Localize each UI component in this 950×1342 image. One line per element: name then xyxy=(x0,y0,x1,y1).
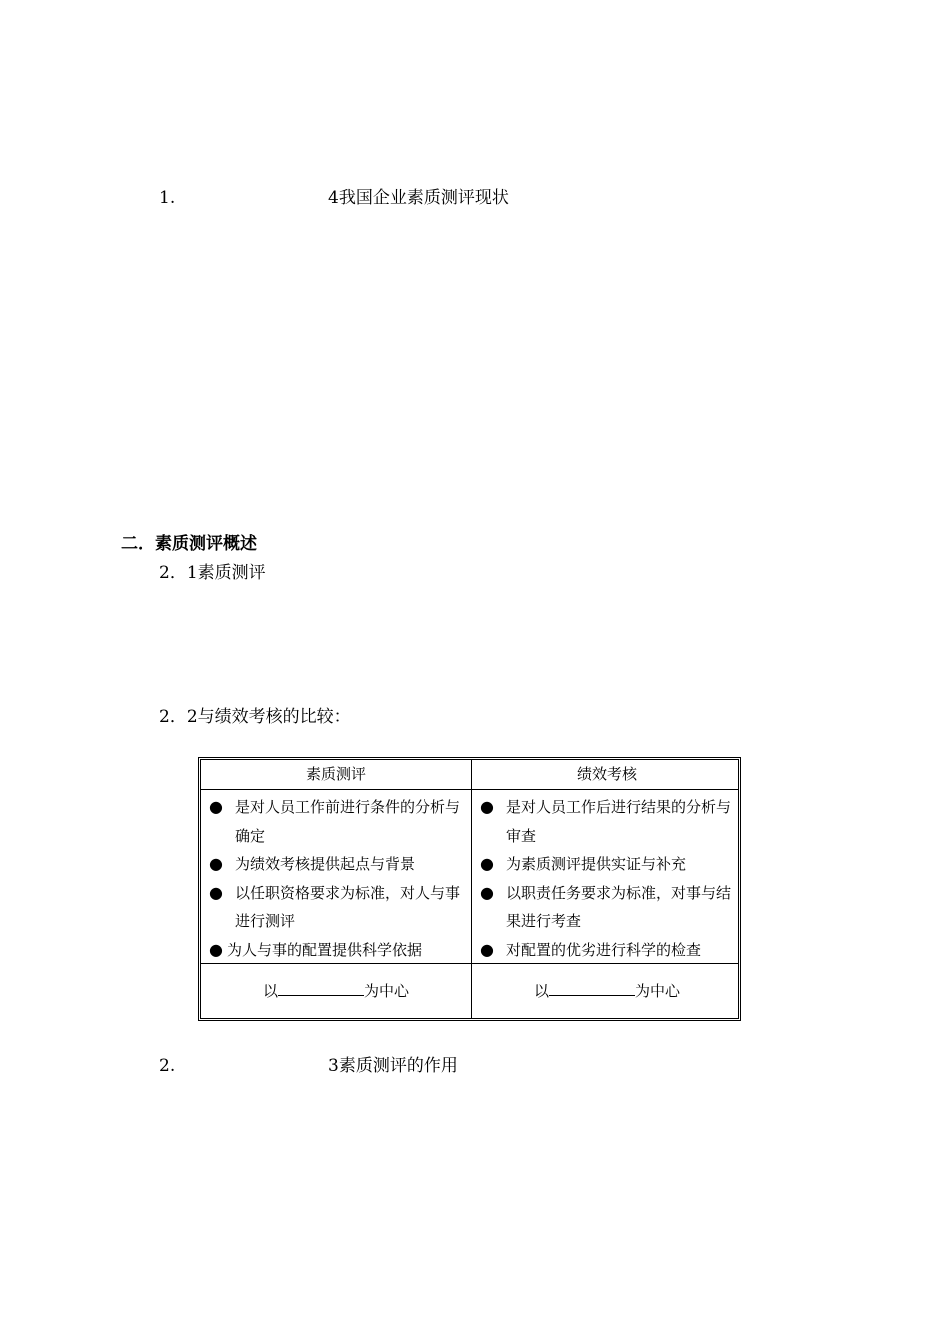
list-item xyxy=(480,879,742,936)
bullet-icon: ● xyxy=(209,797,223,816)
table-footer-assessment xyxy=(201,980,471,1001)
list-item-text: 为人与事的配置提供科学依据 xyxy=(227,940,423,959)
heading-1-4 xyxy=(0,188,950,208)
bullet-icon: ● xyxy=(480,797,494,816)
comparison-table xyxy=(198,757,741,1021)
list-item-text: 对配置的优劣进行科学的检查 xyxy=(506,940,702,959)
table-column-performance xyxy=(480,793,742,964)
bullet-icon: ● xyxy=(209,854,223,873)
table-header-assessment: 素质测评 xyxy=(305,765,366,783)
heading-1-4-number: 1. xyxy=(159,188,176,208)
footer-suffix: 为中心 xyxy=(635,982,681,1000)
bullet-icon: ● xyxy=(480,939,494,959)
bullet-icon: ● xyxy=(480,854,494,873)
bullet-icon: ● xyxy=(480,882,494,902)
footer-prefix: 以 xyxy=(262,982,278,1000)
table-column-assessment xyxy=(209,793,471,964)
heading-2-3 xyxy=(0,1056,950,1076)
list-item xyxy=(209,936,471,965)
list-item xyxy=(480,793,742,850)
bullet-icon: ● xyxy=(209,939,223,959)
list-item xyxy=(209,850,471,879)
fill-in-blank xyxy=(278,980,364,996)
section-2-title: 二．素质测评概述 xyxy=(121,534,257,554)
list-item-text: 是对人员工作后进行结果的分析与审查 xyxy=(506,798,732,845)
heading-1-4-text: 4我国企业素质测评现状 xyxy=(328,188,509,208)
heading-2-1: 2．1素质测评 xyxy=(159,563,266,583)
list-item-text: 以任职资格要求为标准，对人与事进行测评 xyxy=(235,883,461,930)
heading-2-3-text: 3素质测评的作用 xyxy=(328,1056,458,1076)
table-footer-performance xyxy=(472,980,742,1001)
list-item-text: 为素质测评提供实证与补充 xyxy=(506,855,687,873)
list-item xyxy=(480,850,742,879)
footer-suffix: 为中心 xyxy=(364,982,410,1000)
list-item xyxy=(209,879,471,936)
table-header-performance: 绩效考核 xyxy=(576,765,637,783)
heading-2-3-number: 2. xyxy=(159,1056,176,1076)
footer-prefix: 以 xyxy=(533,982,549,1000)
list-item xyxy=(209,793,471,850)
list-item-text: 为绩效考核提供起点与背景 xyxy=(235,855,416,873)
list-item-text: 是对人员工作前进行条件的分析与确定 xyxy=(235,798,461,845)
list-item xyxy=(480,936,742,965)
list-item-text: 以职责任务要求为标准，对事与结果进行考查 xyxy=(506,883,732,930)
heading-2-2: 2．2与绩效考核的比较： xyxy=(159,707,351,727)
table-header-divider xyxy=(201,789,738,790)
fill-in-blank xyxy=(549,980,635,996)
bullet-icon: ● xyxy=(209,882,223,902)
